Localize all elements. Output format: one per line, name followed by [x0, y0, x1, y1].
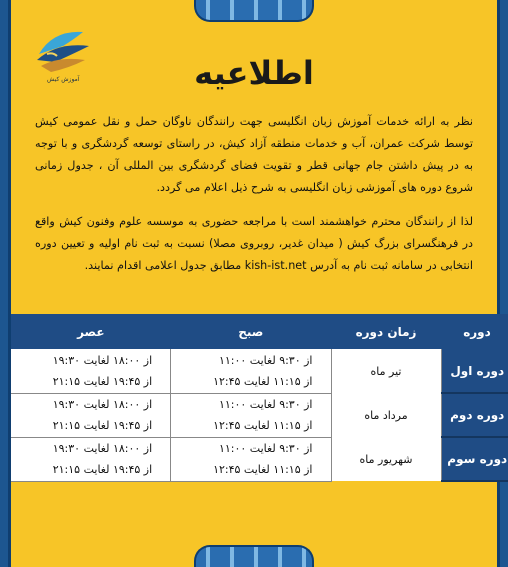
month-cell: مرداد ماه [331, 393, 441, 437]
table-header-row [11, 314, 508, 349]
month-cell: شهریور ماه [331, 437, 441, 481]
logo-caption: آموزش کیش [47, 76, 80, 83]
morning-slot: از ۱۱:۱۵ لغایت ۱۲:۴۵ [171, 459, 331, 481]
morning-slot: از ۹:۳۰ لغایت ۱۱:۰۰ [171, 437, 331, 459]
term-cell: دوره دوم [441, 393, 508, 437]
afternoon-slot: از ۱۹:۴۵ لغایت ۲۱:۱۵ [11, 459, 171, 481]
header-term: دوره [441, 314, 508, 349]
header-morning: صبح [171, 314, 331, 349]
schedule-table [11, 314, 508, 482]
table-row [11, 393, 508, 415]
morning-slot: از ۱۱:۱۵ لغایت ۱۲:۴۵ [171, 415, 331, 437]
month-cell: تیر ماه [331, 349, 441, 393]
table-row [11, 437, 508, 459]
announcement-paragraph-2: لذا از رانندگان محترم خواهشمند است با مراجعه حضوری به موسسه علوم وفنون کیش واقع در فرهنگسرای بزرگ کیش ( میدان غدیر، روبروی مصلا) نسبت به ثبت نام اولیه و تعیین دوره انتخابی در سامانه ثبت نام به آدرس kish-ist.net مطابق جدول اعلامی اقدام نمایند. [35, 215, 473, 272]
header-afternoon: عصر [11, 314, 171, 349]
bottom-ornament [194, 545, 314, 567]
afternoon-slot: از ۱۸:۰۰ لغایت ۱۹:۳۰ [11, 437, 171, 459]
term-cell: دوره اول [441, 349, 508, 393]
top-ornament [194, 0, 314, 22]
term-cell: دوره سوم [441, 437, 508, 481]
morning-slot: از ۹:۳۰ لغایت ۱۱:۰۰ [171, 349, 331, 371]
page-title: اطلاعیه [194, 54, 314, 92]
afternoon-slot: از ۱۹:۴۵ لغایت ۲۱:۱۵ [11, 415, 171, 437]
poster-frame [8, 0, 508, 567]
afternoon-slot: از ۱۸:۰۰ لغایت ۱۹:۳۰ [11, 393, 171, 415]
afternoon-slot: از ۱۹:۴۵ لغایت ۲۱:۱۵ [11, 371, 171, 393]
morning-slot: از ۹:۳۰ لغایت ۱۱:۰۰ [171, 393, 331, 415]
header-period: زمان دوره [331, 314, 441, 349]
afternoon-slot: از ۱۸:۰۰ لغایت ۱۹:۳۰ [11, 349, 171, 371]
morning-slot: از ۱۱:۱۵ لغایت ۱۲:۴۵ [171, 371, 331, 393]
announcement-paragraph-1: نظر به ارائه خدمات آموزش زبان انگلیسی جهت رانندگان ناوگان حمل و نقل عمومی کیش توسط شرکت عمران، آب و خدمات منطقه آزاد کیش، در راستای توسعه گردشگری و با توجه به در پیش داشتن جام جهانی قطر و تقویت فضای گردشگری بین المللی آن ، جدول زمانی شروع دوره های آموزشی زبان انگلیسی به شرح ذیل اعلام می گردد. [35, 115, 473, 194]
table-row [11, 349, 508, 371]
